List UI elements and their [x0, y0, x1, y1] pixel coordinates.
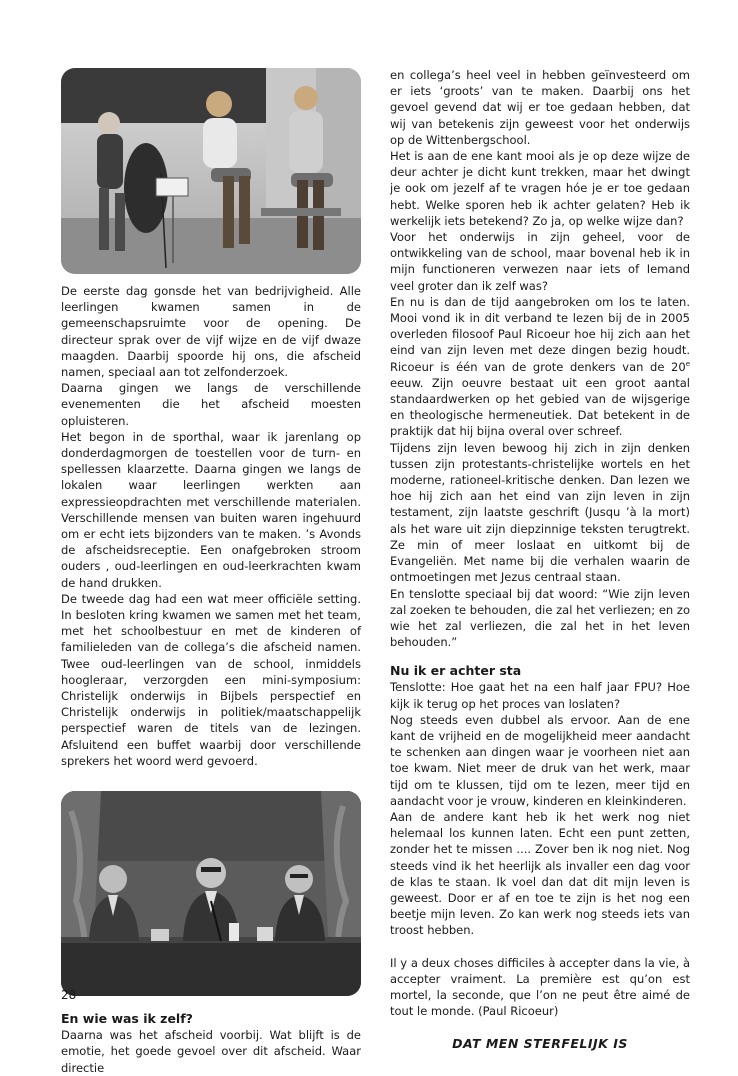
ricoeur-quote: Il y a deux choses difficiles à accepter dans la vie, à accepter vraiment. La première est qu’on est mortel, la seconde, que l’on ne peut être aimé de tout le monde. (Paul Ricoeur): [390, 955, 690, 1019]
symposium-photo: [61, 791, 361, 996]
paragraph: Tenslotte: Hoe gaat het na een half jaar FPU? Hoe kijk ik terug op het proces van loslaten?: [390, 680, 690, 711]
right-column: [390, 67, 690, 1053]
musicians-photo: [61, 68, 361, 274]
paragraph: en collega’s heel veel in hebben geïnvesteerd om er iets ‘groots’ van te maken. Daarbij ons het gevoel gevend dat wij er toe gedaan hebben, dat wij van betekenis zijn geweest voor het onderwijs op de Wittenbergschool.: [390, 68, 690, 147]
paragraph: Het begon in de sporthal, waar ik jarenlang op donderdagmorgen de toestellen voor de turn- en spellessen klaarzette. Daarna gingen we langs de lokalen waar leerlingen werkten aan expressieopdrachten met verschillende materialen. Verschillende mensen van buiten waren ingehuurd om er echt iets bijzonders van te maken. ’s Avonds de afscheidsreceptie. Een onafgebroken stroom ouders , oud-leerlingen en oud-leerkrachten kwam de hand drukken.: [61, 429, 361, 590]
paragraph: Voor het onderwijs in zijn geheel, voor de ontwikkeling van de school, maar bovenal heb ik in mijn functioneren verwezen naar iets of Iemand veel groter dan ik zelf was?: [390, 230, 690, 293]
paragraph: Aan de andere kant heb ik het werk nog niet helemaal los kunnen laten. Echt een punt zetten, zonder het te missen .... Zover ben ik nog niet. Nog steeds vind ik het heerlijk als invaller een dag voor de klas te staan. Ik voel dan dat dit mijn leven is geweest. Door er af en toe te zijn is het nog een beetje mijn leven. Zo kan werk nog steeds iets van troost hebben.: [390, 809, 690, 938]
paragraph-ricoeur: [390, 294, 690, 440]
paragraph: Daarna gingen we langs de verschillende evenementen die het afscheid moesten opluisteren.: [61, 381, 361, 428]
paragraph: En tenslotte speciaal bij dat woord: “Wie zijn leven zal zoeken te behouden, die zal het verliezen; en zo wie het zal verliezen, die zal het in het leven behouden.”: [390, 586, 690, 650]
paragraph-text: En nu is dan de tijd aangebroken om los te laten. Mooi vond ik in dit verband te lezen bij de in 2005 overleden filosoof Paul Ricoeur hoe hij zich aan het eind van zijn leven met deze dingen bezig houdt. Ricoeur is één van de grote denkers van de 20: [390, 294, 690, 374]
left-column: [61, 68, 361, 1076]
signoff: DAT MEN STERFELIJK IS: [452, 1036, 628, 1052]
spacer: [390, 939, 690, 955]
heading-self: En wie was ik zelf?: [61, 1011, 193, 1027]
musicians-photo-image: [61, 68, 361, 274]
ordinal-suffix: e: [685, 359, 690, 368]
page-number: 28: [61, 988, 77, 1002]
heading-behind: Nu ik er achter sta: [390, 663, 522, 679]
paragraph-text: eeuw. Zijn oeuvre bestaat uit een groot aantal standaardwerken op het gebied van de wijsgerige en theologische hermeneutiek. Dat betekent in de praktijk dat hij bijna overal over schreef.: [390, 375, 690, 439]
paragraph: Daarna was het afscheid voorbij. Wat blijft is de emotie, het goede gevoel over dit afscheid. Waar directie: [61, 1028, 361, 1075]
paragraph: De tweede dag had een wat meer officiële setting. In besloten kring kwamen we samen met het team, met het schoolbestuur en met de kinderen of familieleden van de collega’s die afscheid namen. Twee oud-leerlingen van de school, inmiddels hoogleraar, verzorgden een mini-symposium: Christelijk onderwijs in Bijbels perspectief en Christelijk onderwijs in politiek/maatschappelijk perspectief waren de titels van de lezingen. Afsluitend een buffet waarbij door verschillende sprekers het woord werd gevoerd.: [61, 591, 361, 768]
symposium-photo-image: [61, 791, 361, 996]
paragraph: Het is aan de ene kant mooi als je op deze wijze de deur achter je dicht kunt trekken, maar het dwingt je ook om jezelf af te vragen hóe je er toe gedaan hebt. Welke sporen heb ik achter gelaten? Heb ik werkelijk iets betekend? Zo ja, op welke wijze dan?: [390, 149, 690, 228]
paragraph: Nog steeds even dubbel als ervoor. Aan de ene kant de vrijheid en de mogelijkheid meer aandacht te schenken aan dingen waar je voorheen niet aan toe kwam. Niet meer de druk van het werk, maar tijd om te klussen, tijd om te lezen, meer tijd en aandacht voor je vrouw, kinderen en kleinkinderen.: [390, 712, 690, 808]
paragraph: De eerste dag gonsde het van bedrijvigheid. Alle leerlingen kwamen samen in de gemeenschapsruimte voor de opening. De directeur sprak over de vijf wijze en de vijf dwaze maagden. Daarbij spoorde hij ons, die afscheid namen, speciaal aan tot zelfonderzoek.: [61, 284, 361, 380]
paragraph: Tijdens zijn leven bewoog hij zich in zijn denken tussen zijn protestants-christelijke wortels en het moderne, rationeel-kritische denken. Dan lezen we hoe hij zich aan het eind van zijn leven in zijn testament, zijn laatste geschrift (Jusqu ’à la mort) als het ware uit zijn diepzinnige teksten terugtrekt. Ze min of meer loslaat en uitkomt bij de Evangeliën. Met name bij die verhalen waarin de ontmoetingen met Jezus centraal staan.: [390, 440, 690, 585]
